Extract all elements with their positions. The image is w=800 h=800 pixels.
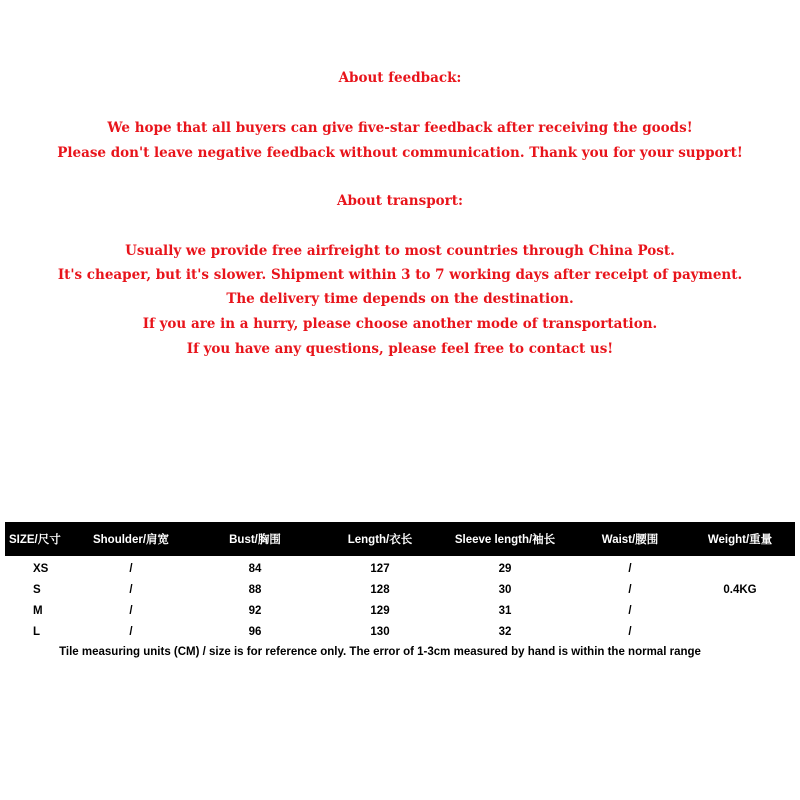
length-cell: 129	[370, 604, 390, 617]
transport-line: If you are in a hurry, please choose another mode of transportation.	[142, 316, 658, 332]
feedback-line: We hope that all buyers can give five-star feedback after receiving the goods!	[107, 120, 693, 136]
weight-cell	[685, 556, 795, 579]
size-cell: XS	[33, 562, 49, 575]
waist-cell: /	[628, 625, 632, 638]
sleeve-cell: 32	[498, 625, 512, 638]
size-cell: M	[33, 604, 43, 617]
shoulder-cell: /	[129, 583, 133, 596]
size-cell: S	[33, 583, 41, 596]
header-bust: Bust/胸围	[229, 534, 281, 546]
size-table	[5, 522, 795, 642]
weight-cell: 0.4KG	[723, 583, 757, 596]
bust-cell: 92	[248, 604, 262, 617]
header-sleeve-length: Sleeve length/袖长	[454, 534, 556, 546]
feedback-heading: About feedback:	[338, 70, 462, 86]
table-row	[5, 556, 795, 579]
waist-cell: /	[628, 583, 632, 596]
sleeve-cell: 31	[498, 604, 512, 617]
transport-line: Usually we provide free airfreight to most countries through China Post.	[125, 243, 675, 259]
weight-cell	[685, 600, 795, 621]
size-table-footnote: Tile measuring units (CM) / size is for reference only. The error of 1-3cm measured by hand is within the normal range	[59, 646, 701, 658]
header-shoulder: Shoulder/肩宽	[92, 534, 170, 546]
transport-heading: About transport:	[337, 193, 463, 209]
shoulder-cell: /	[129, 625, 133, 638]
shoulder-cell: /	[129, 604, 133, 617]
table-row	[5, 600, 795, 621]
weight-cell	[685, 621, 795, 642]
length-cell: 130	[370, 625, 390, 638]
waist-cell: /	[628, 604, 632, 617]
feedback-line: Please don't leave negative feedback without communication. Thank you for your support!	[57, 145, 743, 161]
sleeve-cell: 30	[498, 583, 512, 596]
bust-cell: 88	[248, 583, 262, 596]
bust-cell: 84	[248, 562, 262, 575]
table-row	[5, 621, 795, 642]
size-cell: L	[33, 625, 41, 638]
header-size: SIZE/尺寸	[9, 534, 61, 546]
table-row	[5, 579, 795, 600]
transport-line: If you have any questions, please feel free to contact us!	[186, 341, 614, 357]
waist-cell: /	[628, 562, 632, 575]
shoulder-cell: /	[129, 562, 133, 575]
header-waist: Waist/腰围	[601, 534, 659, 546]
sleeve-cell: 29	[498, 562, 512, 575]
size-table-header-row	[5, 522, 795, 556]
length-cell: 128	[370, 583, 390, 596]
transport-line: The delivery time depends on the destination.	[226, 291, 574, 307]
transport-line: It's cheaper, but it's slower. Shipment within 3 to 7 working days after receipt of payment.	[57, 267, 743, 283]
length-cell: 127	[370, 562, 390, 575]
header-length: Length/衣长	[347, 534, 413, 546]
header-weight: Weight/重量	[707, 534, 773, 546]
bust-cell: 96	[248, 625, 262, 638]
